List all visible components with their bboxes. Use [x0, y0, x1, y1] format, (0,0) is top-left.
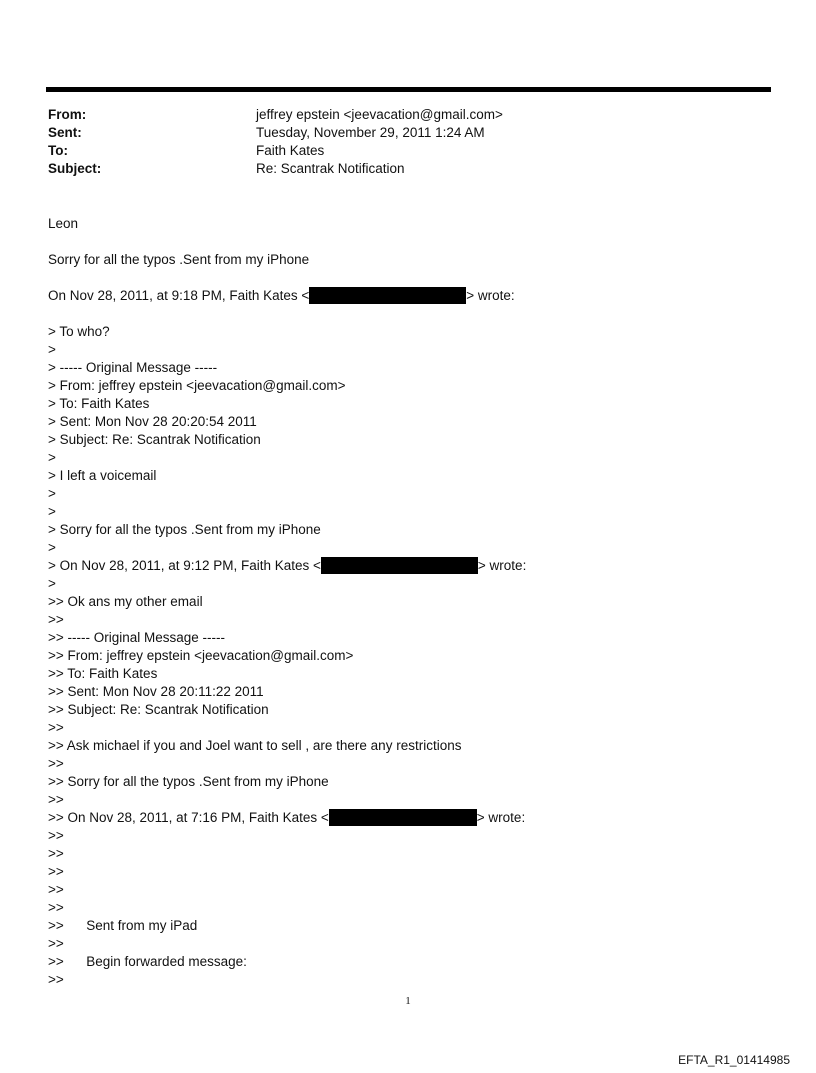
greeting: Leon — [48, 216, 79, 231]
quoted-line: > To: Faith Kates — [48, 396, 150, 411]
quoted-line: >> ----- Original Message ----- — [48, 630, 226, 645]
quoted-line: > Subject: Re: Scantrak Notification — [48, 432, 261, 447]
attribution-line — [48, 809, 526, 827]
quoted-line: >> Ok ans my other email — [48, 594, 203, 609]
quoted-line: > Sent: Mon Nov 28 20:20:54 2011 — [48, 414, 257, 429]
subject-value: Re: Scantrak Notification — [256, 161, 405, 176]
quoted-line: >> From: jeffrey epstein <jeevacation@gmail.com> — [48, 648, 354, 663]
sent-label: Sent: — [48, 125, 82, 140]
quoted-line: >> — [48, 936, 64, 951]
quoted-line: >> — [48, 720, 64, 735]
to-label: To: — [48, 143, 68, 158]
quoted-line: > To who? — [48, 324, 110, 339]
quoted-line: >> — [48, 828, 64, 843]
attribution-text: > wrote: — [477, 558, 527, 573]
document-id: EFTA_R1_01414985 — [678, 1053, 790, 1067]
signature-line: Sorry for all the typos .Sent from my iPhone — [48, 252, 310, 267]
sent-row — [48, 124, 503, 142]
quoted-block — [48, 323, 526, 557]
subject-label: Subject: — [48, 161, 102, 176]
attribution-line — [48, 557, 526, 575]
to-row — [48, 142, 503, 160]
header-rule — [46, 87, 771, 92]
subject-row — [48, 160, 503, 178]
quoted-line: > From: jeffrey epstein <jeevacation@gmail.com> — [48, 378, 346, 393]
attribution-text: On Nov 28, 2011, at 9:18 PM, Faith Kates < — [48, 288, 310, 303]
quoted-line: >> Begin forwarded message: — [48, 954, 247, 969]
quoted-line: >> Ask michael if you and Joel want to sell , are there any restrictions — [48, 738, 462, 753]
attribution-text: > wrote: — [466, 288, 515, 303]
quoted-line: >> — [48, 756, 64, 771]
quoted-line: >> — [48, 792, 64, 807]
attribution-text: > On Nov 28, 2011, at 9:12 PM, Faith Kates < — [48, 558, 321, 573]
attribution-text: > wrote: — [476, 810, 526, 825]
quoted-line: > ----- Original Message ----- — [48, 360, 218, 375]
quoted-line: >> Subject: Re: Scantrak Notification — [48, 702, 269, 717]
email-body — [48, 215, 526, 989]
email-header — [48, 106, 503, 178]
quoted-line: > Sorry for all the typos .Sent from my iPhone — [48, 522, 321, 537]
from-value: jeffrey epstein <jeevacation@gmail.com> — [256, 107, 503, 122]
quoted-line: >> Sent from my iPad — [48, 918, 198, 933]
redaction-block — [329, 809, 477, 826]
quoted-line: >> — [48, 972, 64, 987]
quoted-line: >> — [48, 846, 64, 861]
quoted-line: > — [48, 504, 56, 519]
quoted-line: >> — [48, 612, 64, 627]
quoted-block — [48, 827, 526, 989]
quoted-line: > — [48, 540, 56, 555]
attribution-text: >> On Nov 28, 2011, at 7:16 PM, Faith Kates < — [48, 810, 329, 825]
quoted-line: > — [48, 342, 56, 357]
quoted-line: > I left a voicemail — [48, 468, 157, 483]
attribution-line — [48, 287, 526, 305]
to-value: Faith Kates — [256, 143, 325, 158]
quoted-line: >> — [48, 882, 64, 897]
quoted-line: > — [48, 486, 56, 501]
quoted-line: > — [48, 450, 56, 465]
quoted-line: >> — [48, 864, 64, 879]
page-number: 1 — [405, 995, 411, 1007]
quoted-line: >> To: Faith Kates — [48, 666, 158, 681]
from-label: From: — [48, 107, 87, 122]
quoted-line: >> Sorry for all the typos .Sent from my iPhone — [48, 774, 329, 789]
quoted-line: > — [48, 576, 56, 591]
from-row — [48, 106, 503, 124]
quoted-block — [48, 575, 526, 809]
quoted-line: >> Sent: Mon Nov 28 20:11:22 2011 — [48, 684, 264, 699]
quoted-line: >> — [48, 900, 64, 915]
sent-value: Tuesday, November 29, 2011 1:24 AM — [256, 125, 485, 140]
redaction-block — [321, 557, 478, 574]
redaction-block — [309, 287, 466, 304]
